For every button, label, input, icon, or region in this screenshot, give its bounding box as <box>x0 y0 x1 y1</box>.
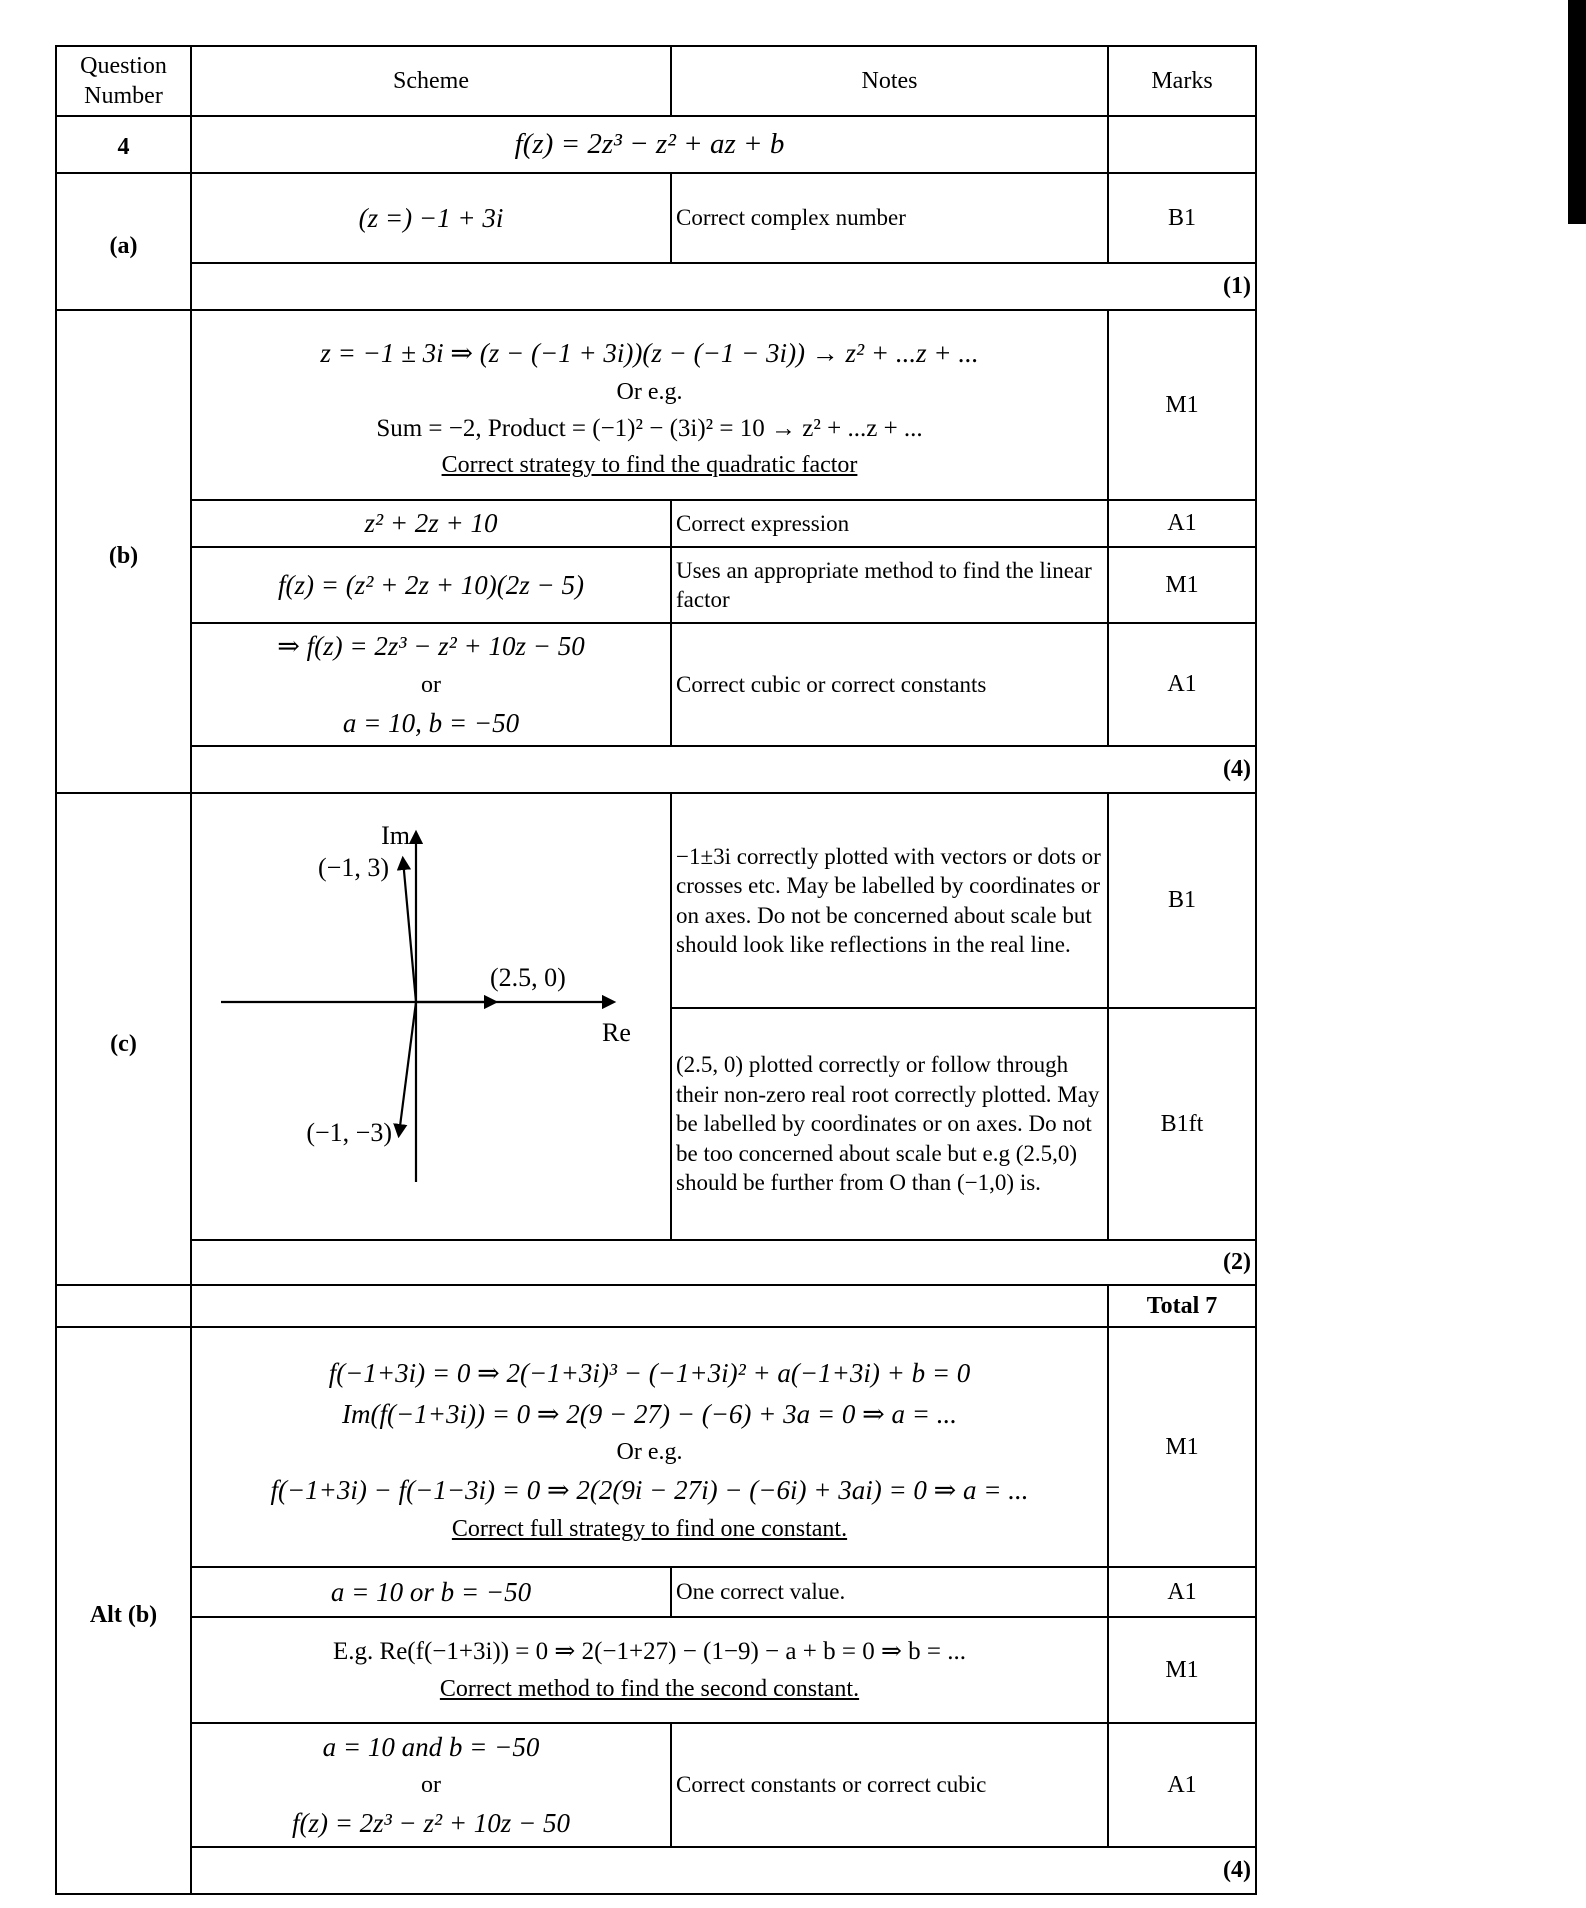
row-part-a <box>56 173 1256 263</box>
question-total: Total 7 <box>1108 1285 1256 1327</box>
part-c-note1-mark: B1 <box>1108 793 1256 1008</box>
part-c-diagram-cell <box>191 793 671 1240</box>
part-b-row2-mark: A1 <box>1108 500 1256 547</box>
part-b-row4-mark: A1 <box>1108 623 1256 746</box>
alt-b-row1-line2: Im(f(−1+3i)) = 0 ⇒ 2(9 − 27) − (−6) + 3a = 0 ⇒ a = ... <box>342 1398 957 1429</box>
re-axis-label: Re <box>602 1018 631 1047</box>
scan-artifact-bar <box>1568 0 1586 224</box>
part-b-row1-mark: M1 <box>1108 310 1256 500</box>
row-question-4 <box>56 116 1256 173</box>
alt-b-row1-line5: Correct full strategy to find one constant. <box>451 1515 848 1542</box>
mark-scheme-sheet <box>55 45 1257 1895</box>
argand-diagram <box>196 804 670 1224</box>
part-c-subtotal: (2) <box>191 1240 1256 1285</box>
row-part-b-subtotal <box>56 746 1256 793</box>
part-c-note2-mark: B1ft <box>1108 1008 1256 1240</box>
upper-point-label: (−1, 3) <box>318 853 389 882</box>
alt-b-row4-line3: f(z) = 2z³ − z² + 10z − 50 <box>291 1808 571 1838</box>
part-b-row1-line1: z = −1 ± 3i ⇒ (z − (−1 + 3i))(z − (−1 − 3i)) → z² + ...z + ... <box>320 338 979 368</box>
question-number-cell <box>56 116 191 173</box>
lower-point-label: (−1, −3) <box>306 1118 392 1147</box>
part-c-note1: −1±3i correctly plotted with vectors or dots or crosses etc. May be labelled by coordinates or on axes. Do not be concerned about scale but should look like reflections in the real line. <box>671 793 1108 1008</box>
part-a-label-cell <box>56 173 191 310</box>
part-b-label-cell <box>56 310 191 793</box>
part-a-mark: B1 <box>1108 173 1256 263</box>
row-alt-b-1 <box>56 1327 1256 1567</box>
alt-b-subtotal: (4) <box>191 1847 1256 1894</box>
part-b-row1-line4: Correct strategy to find the quadratic factor <box>441 452 858 478</box>
row-total <box>56 1285 1256 1327</box>
total-row-spacer <box>191 1285 1108 1327</box>
part-b-row1-line2: Or e.g. <box>616 378 683 405</box>
part-b-row4-line1: ⇒ f(z) = 2z³ − z² + 10z − 50 <box>277 631 585 661</box>
part-b-row3-notes: Uses an appropriate method to find the linear factor <box>671 547 1108 623</box>
real-point-label: (2.5, 0) <box>490 963 566 992</box>
alt-b-row2-mark: A1 <box>1108 1567 1256 1617</box>
part-b-row2-notes: Correct expression <box>671 500 1108 547</box>
part-b-subtotal: (4) <box>191 746 1256 793</box>
part-c-note2: (2.5, 0) plotted correctly or follow through their non-zero real root correctly plotted. May be labelled by coordinates or on axes. Do not be too concerned about scale but e.g (2.5,0) should be further from O than (−1,0) is. <box>671 1008 1108 1240</box>
mark-scheme-table <box>55 45 1257 1895</box>
part-b-row4-line3: a = 10, b = −50 <box>342 707 520 738</box>
marks-empty-cell <box>1108 116 1256 173</box>
alt-b-row1-line4: f(−1+3i) − f(−1−3i) = 0 ⇒ 2(2(9i − 27i) − (−6i) + 3ai) = 0 ⇒ a = ... <box>270 1475 1029 1506</box>
alt-b-label: Alt (b) <box>89 1602 158 1628</box>
row-part-b-4 <box>56 623 1256 746</box>
row-alt-b-2 <box>56 1567 1256 1617</box>
alt-b-row2-notes: One correct value. <box>671 1567 1108 1617</box>
part-b-row1-scheme <box>191 310 1108 500</box>
row-part-c-1 <box>56 793 1256 1008</box>
question-number: 4 <box>117 134 130 160</box>
part-a-scheme: (z =) −1 + 3i <box>191 173 671 263</box>
part-b-row4-line2: or <box>421 671 441 698</box>
header-question-number: Question Number <box>56 46 191 116</box>
row-part-b-2 <box>56 500 1256 547</box>
alt-b-row2-scheme: a = 10 or b = −50 <box>191 1567 671 1617</box>
part-a-notes: Correct complex number <box>671 173 1108 263</box>
alt-b-label-cell <box>56 1327 191 1894</box>
row-part-b-1 <box>56 310 1256 500</box>
im-axis-label: Im <box>381 821 410 850</box>
part-b-row2-scheme: z² + 2z + 10 <box>191 500 671 547</box>
total-row-question-cell <box>56 1285 191 1327</box>
alt-b-row1-scheme <box>191 1327 1108 1567</box>
alt-b-row3-mark: M1 <box>1108 1617 1256 1723</box>
vector-upper-root <box>403 860 416 1002</box>
part-b-label: (b) <box>108 543 139 569</box>
alt-b-row1-mark: M1 <box>1108 1327 1256 1567</box>
alt-b-row4-scheme <box>191 1723 671 1847</box>
header-row <box>56 46 1256 116</box>
part-b-row4-notes: Correct cubic or correct constants <box>671 623 1108 746</box>
part-c-label-cell <box>56 793 191 1285</box>
part-b-row1-line3: Sum = −2, Product = (−1)² − (3i)² = 10 → z² + ...z + ... <box>376 414 923 442</box>
alt-b-row4-line1: a = 10 and b = −50 <box>322 1731 540 1762</box>
part-a-label: (a) <box>109 233 138 259</box>
row-alt-b-subtotal <box>56 1847 1256 1894</box>
header-notes: Notes <box>671 46 1108 116</box>
row-part-b-3 <box>56 547 1256 623</box>
alt-b-row4-mark: A1 <box>1108 1723 1256 1847</box>
part-b-row4-scheme <box>191 623 671 746</box>
header-scheme: Scheme <box>191 46 671 116</box>
row-part-c-subtotal <box>56 1240 1256 1285</box>
row-alt-b-3 <box>56 1617 1256 1723</box>
alt-b-row1-line3: Or e.g. <box>616 1439 683 1466</box>
alt-b-row1-line1: f(−1+3i) = 0 ⇒ 2(−1+3i)³ − (−1+3i)² + a(−1+3i) + b = 0 <box>328 1358 971 1389</box>
question-function: f(z) = 2z³ − z² + az + b <box>191 116 1108 173</box>
alt-b-row3-line1: E.g. Re(f(−1+3i)) = 0 ⇒ 2(−1+27) − (1−9) − a + b = 0 ⇒ b = ... <box>333 1638 966 1666</box>
part-b-row3-mark: M1 <box>1108 547 1256 623</box>
row-part-a-subtotal <box>56 263 1256 310</box>
alt-b-row4-notes: Correct constants or correct cubic <box>671 1723 1108 1847</box>
vector-lower-root <box>399 1002 416 1134</box>
part-b-row3-scheme: f(z) = (z² + 2z + 10)(2z − 5) <box>191 547 671 623</box>
header-marks: Marks <box>1108 46 1256 116</box>
row-alt-b-4 <box>56 1723 1256 1847</box>
alt-b-row4-line2: or <box>421 1772 441 1798</box>
alt-b-row3-line2: Correct method to find the second constant. <box>439 1675 860 1702</box>
alt-b-row3-scheme <box>191 1617 1108 1723</box>
part-c-label: (c) <box>110 1030 137 1057</box>
part-a-subtotal: (1) <box>191 263 1256 310</box>
